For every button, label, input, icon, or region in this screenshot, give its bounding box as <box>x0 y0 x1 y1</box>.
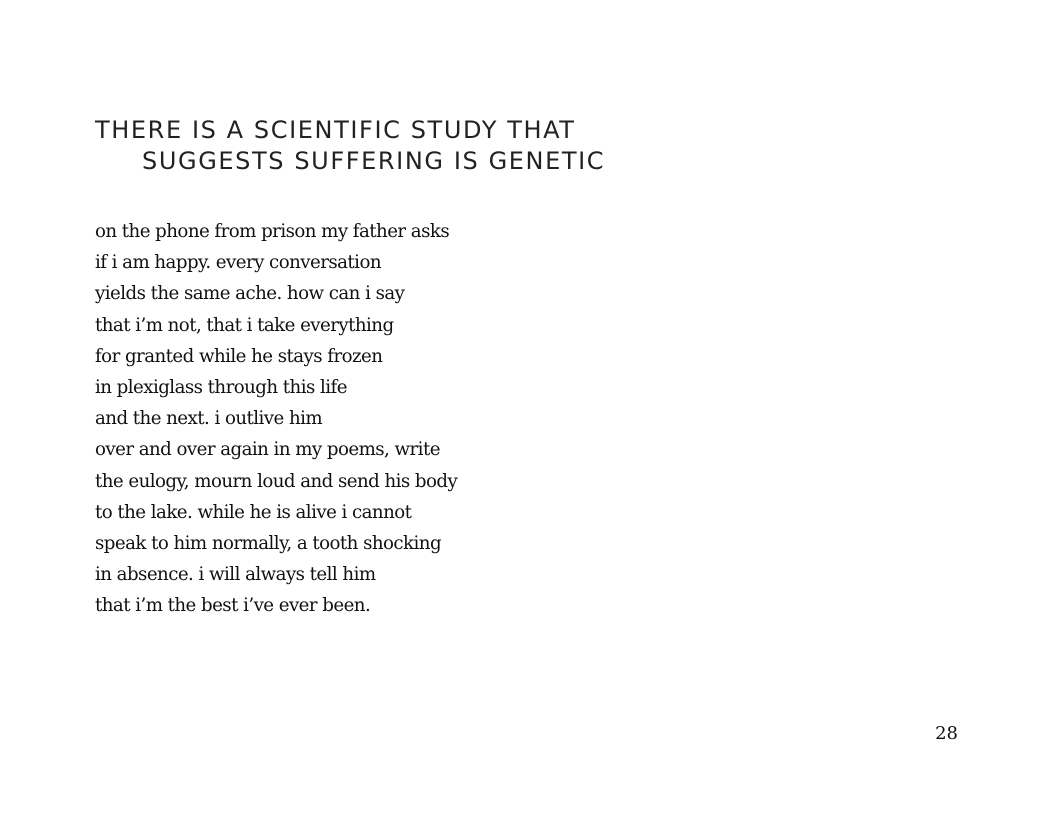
poem-line: speak to him normally, a tooth shocking <box>95 533 442 555</box>
poem-line: the eulogy, mourn loud and send his body <box>95 470 458 492</box>
poem-line: that i’m not, that i take everything <box>95 314 394 336</box>
poem-line: in plexiglass through this life <box>95 377 347 399</box>
poem-line: yields the same ache. how can i say <box>95 283 405 305</box>
poem-body <box>95 216 457 622</box>
poem-line: and the next. i outlive him <box>95 408 323 430</box>
page-number: 28 <box>935 723 958 744</box>
poem-line: over and over again in my poems, write <box>95 439 440 461</box>
poem-line: if i am happy. every conversation <box>95 252 382 274</box>
poem-title-line-2: SUGGESTS SUFFERING IS GENETIC <box>142 147 606 175</box>
poem-title <box>95 115 605 177</box>
poem-line: for granted while he stays frozen <box>95 345 383 367</box>
poem-line: in absence. i will always tell him <box>95 564 376 586</box>
poem-title-line-1: THERE IS A SCIENTIFIC STUDY THAT <box>95 116 576 144</box>
poem-line: to the lake. while he is alive i cannot <box>95 501 412 523</box>
poem-line: that i’m the best i’ve ever been. <box>95 595 371 617</box>
poem-line: on the phone from prison my father asks <box>95 221 450 242</box>
